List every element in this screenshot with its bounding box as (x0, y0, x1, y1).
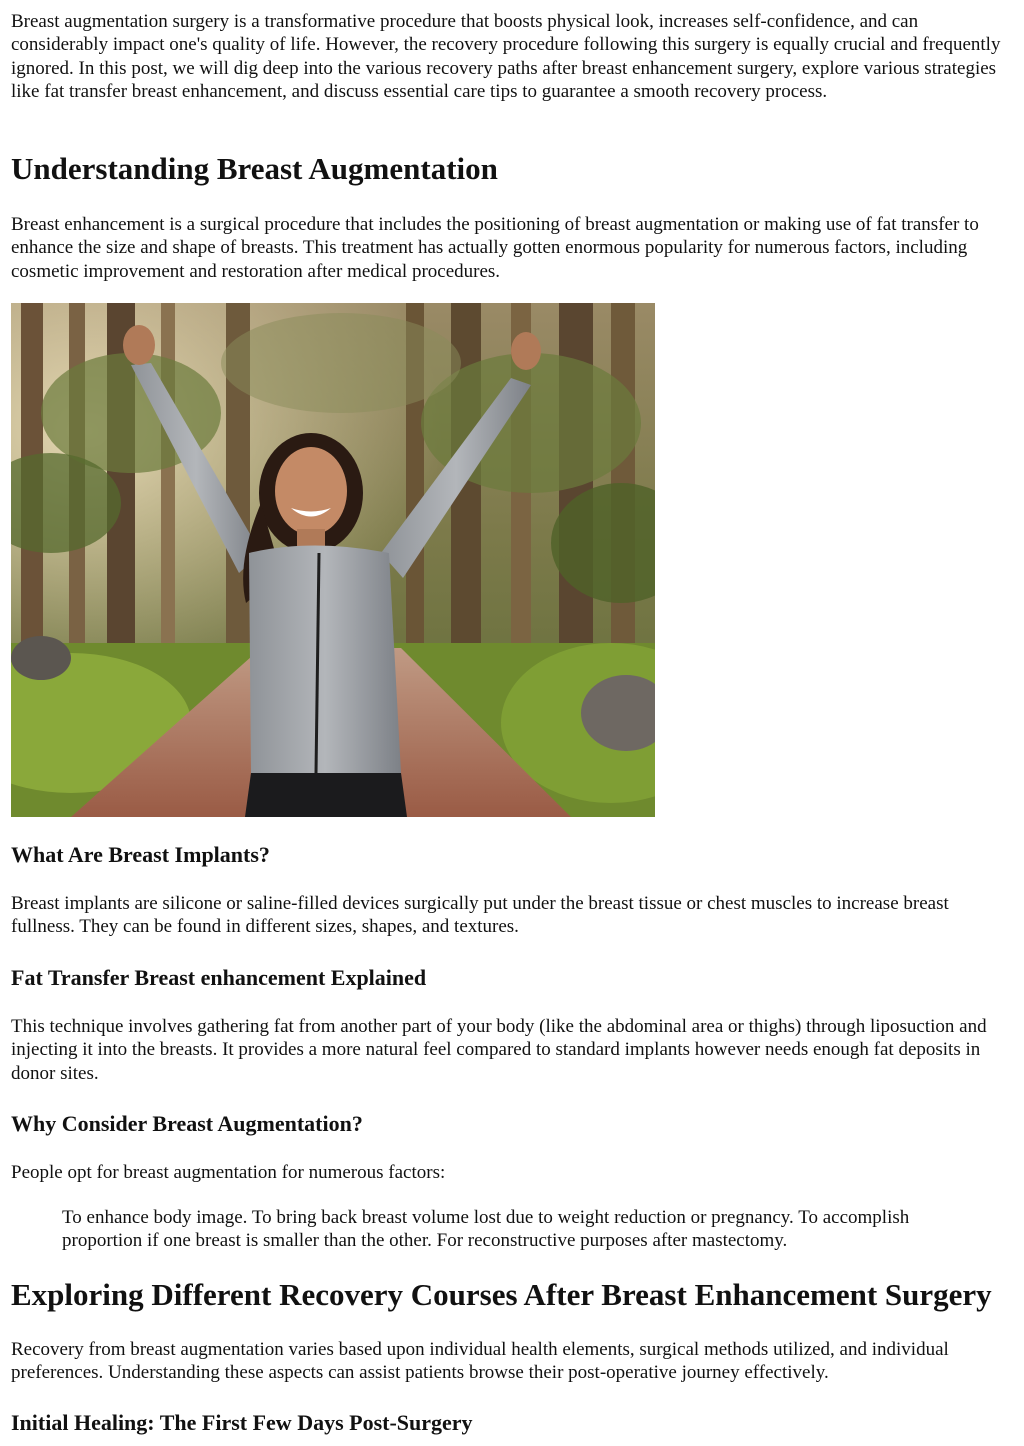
hero-image (11, 303, 655, 817)
paragraph-understanding: Breast enhancement is a surgical procedure that includes the positioning of breast augmentation or making use of fat transfer to enhance the size and shape of breasts. This treatment has actually gotten enormous popularity for numerous factors, including cosmetic improvement and restoration after medical procedures. (11, 214, 979, 282)
heading-why-consider: Why Consider Breast Augmentation? (11, 1111, 363, 1136)
heading-initial-healing: Initial Healing: The First Few Days Post-Surgery (11, 1410, 473, 1435)
paragraph-exploring-recovery: Recovery from breast augmentation varies based upon individual health elements, surgical methods utilized, and individual preferences. Understanding these aspects can assist patients browse their post-operative journey effectively. (11, 1339, 949, 1384)
heading-fat-transfer: Fat Transfer Breast enhancement Explained (11, 965, 427, 990)
paragraph-implants: Breast implants are silicone or saline-filled devices surgically put under the breast tissue or chest muscles to increase breast fullness. They can be found in different sizes, shapes, and textures. (11, 893, 949, 938)
paragraph-fat-transfer: This technique involves gathering fat from another part of your body (like the abdominal area or thighs) through liposuction and injecting it into the breasts. It provides a more natural feel compared to standard implants however needs enough fat deposits in donor sites. (11, 1016, 987, 1084)
reasons-blockquote: To enhance body image. To bring back breast volume lost due to weight reduction or pregnancy. To accomplish proportion if one breast is smaller than the other. For reconstructive purposes after mastectomy. (62, 1207, 910, 1252)
heading-exploring-recovery: Exploring Different Recovery Courses After Breast Enhancement Surgery (11, 1277, 992, 1312)
heading-implants: What Are Breast Implants? (11, 842, 270, 867)
paragraph-why-consider: People opt for breast augmentation for numerous factors: (11, 1162, 446, 1183)
heading-understanding: Understanding Breast Augmentation (11, 151, 498, 186)
intro-paragraph: Breast augmentation surgery is a transformative procedure that boosts physical look, increases self-confidence, and can considerably impact one's quality of life. However, the recovery procedure following this surgery is equally crucial and frequently ignored. In this post, we will dig deep into the various recovery paths after breast enhancement surgery, explore various strategies like fat transfer breast enhancement, and discuss essential care tips to guarantee a smooth recovery process. (11, 11, 1001, 103)
